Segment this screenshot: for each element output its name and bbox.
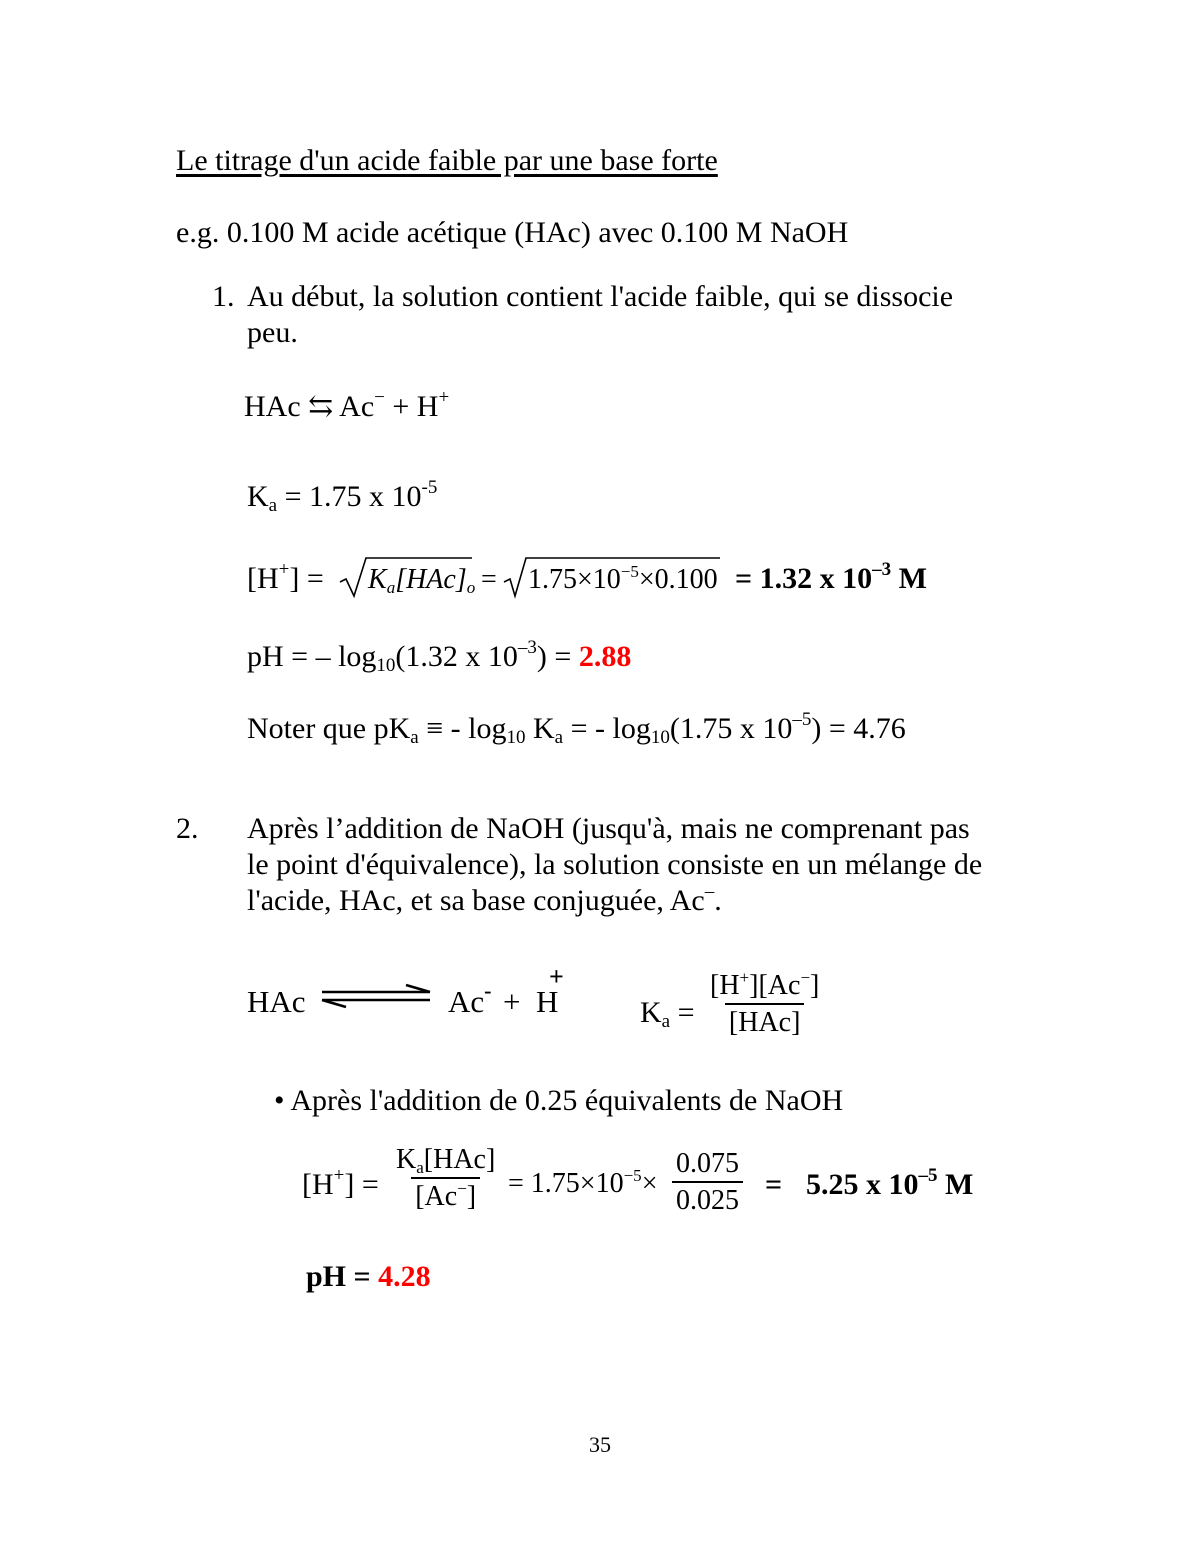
reaction-reactant: HAc [244,390,301,423]
h-calc-middle: = $1.75\times 10^{-5}\times$ [508,1166,658,1199]
step2-product-2: H [536,984,559,1019]
bullet-item [274,1086,843,1116]
sqrt1-content: Ka[HAc]o [368,564,476,597]
example-line: e.g. 0.100 M acide acétique (HAc) avec 0.100 M NaOH [176,216,849,249]
ph-step1-value: 2.88 [578,640,632,673]
equilibrium-arrow-icon [318,982,434,1012]
step2-reactant: HAc [247,984,306,1019]
step2-text-line3: l'acide, HAc, et sa base conjuguée, Ac–. [247,881,722,917]
page-title: Le titrage d'un acide faible par une base forte [176,144,718,177]
pka-note: Noter que pKa ≡ - log10 Ka = - log10(1.75 x $10^{-5}) = 4.76$ [247,709,906,748]
bullet-icon: • [274,1084,285,1117]
reaction-product-1-charge: − [374,387,385,408]
h-calc-equals: = [765,1168,783,1201]
h-calc-result: 5.25 x $10^{-5}$ M [806,1165,974,1201]
ka-fraction [706,968,823,1038]
h-calc-lhs: [H+] = [302,1165,379,1201]
reaction-product-2-charge: + [438,387,450,408]
h-calc-fraction-1: $\frac{\text{Ka[HAc]}}{[Ac^-]}$ [396,1144,496,1212]
step1-text-line2: peu. [247,316,298,349]
step2-plus: + [503,984,521,1019]
ph-step2-value: 4.28 [378,1260,431,1293]
page-number: 35 [589,1432,611,1457]
h-concentration-lhs: [H+] = [247,559,324,595]
step1-number: 1. [212,280,235,313]
reaction-plus: + [392,390,410,423]
step1-reaction [244,387,450,423]
reaction-arrow: ⇆ [308,390,334,423]
ka-fraction-numerator: [H+][Ac−] [710,968,820,1001]
step2-product-1: Ac- [448,978,492,1019]
bullet-text: Après l'addition de 0.25 équivalents de NaOH [290,1084,844,1117]
step2-product-2-charge: + [549,962,564,991]
sqrt-equals: = [481,564,497,595]
h-calc-fraction-2: $\frac{0.075}{0.025}$ [672,1150,743,1215]
step1-text-line1: Au début, la solution contient l'acide faible, qui se dissocie [247,280,954,313]
h-concentration-result: = 1.32 x $10^{-3}$ M [735,559,927,595]
step2-number: 2. [176,812,199,845]
sqrt2-content: $1.75\times 10^{-5}\times 0.100$ [528,562,718,595]
ka-value: Ka = 1.75 x $10^{-5}$ [247,477,438,516]
ph-step2: pH = 4.28 [306,1260,431,1293]
ka-fraction-denominator: [HAc] [725,1003,805,1037]
step2-text-line2: le point d'équivalence), la solution consiste en un mélange de [247,848,983,881]
step2-text-line1: Après l’addition de NaOH (jusqu'à, mais ne comprenant pas [247,812,970,845]
ph-step1: pH = – log10(1.32 x $10^{-3}) = 2.88$ [247,637,632,676]
reaction-product-1: Ac [339,390,375,423]
ka-fraction-label: Ka = [640,996,695,1032]
reaction-product-2: H [416,390,439,423]
